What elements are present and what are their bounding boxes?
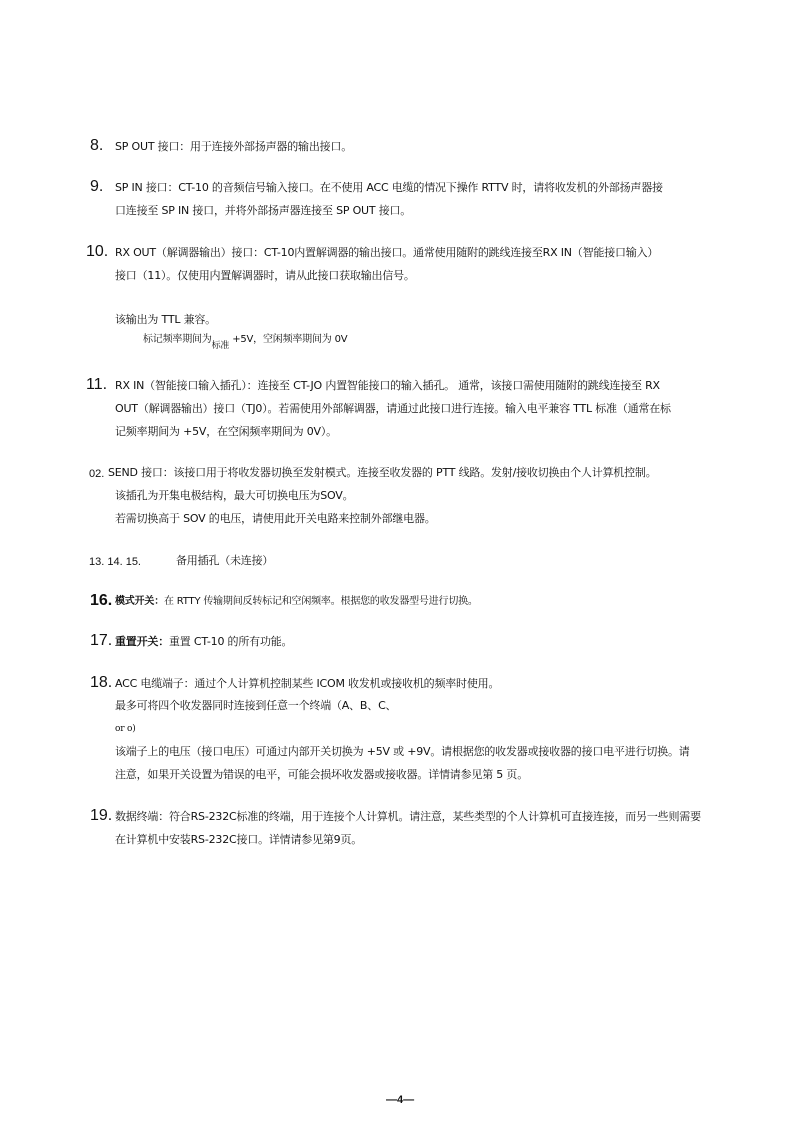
item-text: 数据终端：符合RS-232C标准的终端，用于连接个人计算机。请注意，某些类型的个人计算机可直接连接，而另一些则需要 xyxy=(115,810,701,823)
item-number: 16. xyxy=(90,592,113,609)
item-desc: 重置 CT-10 的所有功能。 xyxy=(169,635,293,648)
note-text: 标记频率期间为 xyxy=(143,334,212,345)
note-text: +5V，空闲频率期间为 0V xyxy=(232,334,348,345)
item-number: 19. xyxy=(90,807,113,824)
item-text: or o) xyxy=(115,724,136,734)
item-text: SP IN 接口：CT-10 的音频信号输入接口。在不使用 ACC 电缆的情况下操作 RTTV 时，请将收发机的外部扬声器接 xyxy=(115,181,663,194)
item-text: 接口（11）。仅使用内置解调器时，请从此接口获取输出信号。 xyxy=(115,269,415,282)
item-text: 该端子上的电压（接口电压）可通过内部开关切换为 +5V 或 +9V。请根据您的收发器或接收器的接口电平进行切换。请 xyxy=(115,745,690,758)
item-note xyxy=(143,332,348,351)
item-number: 10. xyxy=(86,243,109,260)
item-text: 最多可将四个收发器同时连接到任意一个终端（A、B、C、 xyxy=(115,699,397,712)
item-number: 9. xyxy=(90,178,104,195)
item-text: OUT（解调器输出）接口（TJ0）。若需使用外部解调器，请通过此接口进行连接。输入电平兼容 TTL 标准（通常在标 xyxy=(115,402,671,415)
item-number: 11. xyxy=(86,376,108,393)
item-label: 模式开关： xyxy=(115,596,164,607)
item-text: 记频率期间为 +5V，在空闲频率期间为 0V）。 xyxy=(115,425,337,438)
item-text: 在计算机中安装RS-232C接口。详情请参见第9页。 xyxy=(115,833,363,846)
item-number: 02. xyxy=(89,468,105,480)
note-subscript: 标准 xyxy=(211,341,230,351)
item-text: 该插孔为开集电极结构，最大可切换电压为SOV。 xyxy=(115,489,354,502)
item-text xyxy=(115,594,478,610)
item-text: SEND 接口：该接口用于将收发器切换至发射模式。连接至收发器的 PTT 线路。发射/接收切换由个人计算机控制。 xyxy=(108,466,657,479)
item-text: 注意，如果开关设置为错误的电平，可能会损坏收发器或接收器。详情请参见第 5 页。 xyxy=(115,768,528,781)
item-number: 13. 14. 15. xyxy=(89,556,141,568)
item-text: RX IN（智能接口输入插孔）：连接至 CT-JO 内置智能接口的输入插孔。 通常，该接口需使用随附的跳线连接至 RX xyxy=(115,379,660,392)
item-number: 8. xyxy=(90,137,104,154)
item-text: RX OUT（解调器输出）接口：CT-10内置解调器的输出接口。通常使用随附的跳线连接至RX IN（智能接口输入） xyxy=(115,246,659,259)
item-text: 若需切换高于 SOV 的电压，请使用此开关电路来控制外部继电器。 xyxy=(115,512,436,525)
item-text: 备用插孔（未连接） xyxy=(176,554,274,567)
item-text: SP OUT 接口：用于连接外部扬声器的输出接口。 xyxy=(115,140,353,153)
item-text: 该输出为 TTL 兼容。 xyxy=(115,313,216,326)
item-label: 重置开关： xyxy=(115,635,169,648)
item-text xyxy=(115,634,292,650)
item-desc: 在 RTTY 传输期间反转标记和空闲频率。根据您的收发器型号进行切换。 xyxy=(164,596,478,607)
item-number: 17. xyxy=(90,632,113,649)
item-text: 口连接至 SP IN 接口，并将外部扬声器连接至 SP OUT 接口。 xyxy=(115,204,412,217)
page-number: —4— xyxy=(386,1094,415,1106)
item-number: 18. xyxy=(90,674,113,691)
item-text: ACC 电缆端子：通过个人计算机控制某些 ICOM 收发机或接收机的频率时使用。 xyxy=(115,677,500,690)
